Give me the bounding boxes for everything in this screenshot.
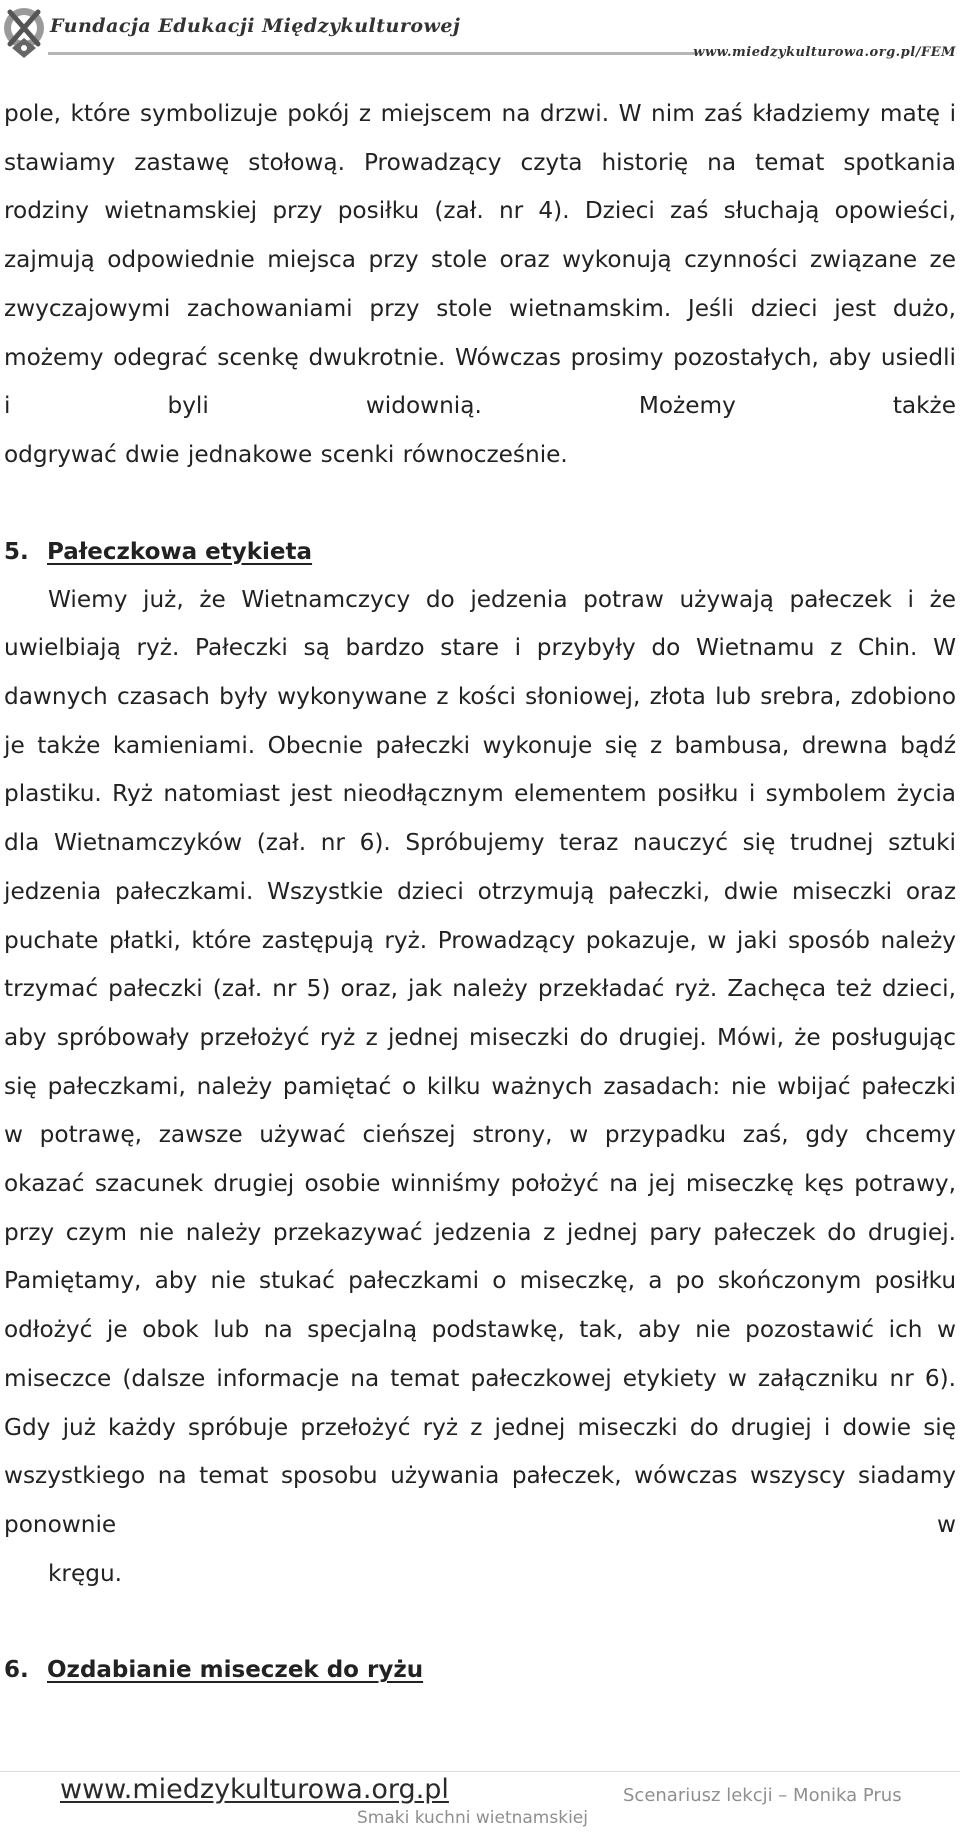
footer-url-link[interactable]: www.miedzykulturowa.org.pl [60, 1774, 449, 1805]
text-line: i że uwielbiają ryż. Pałeczki są bardzo stare i przybyły do Wietnamu z Chin. [4, 585, 957, 662]
text-line: wietnamskim. Jeśli dzieci jest dużo, możemy odegrać scenkę dwukrotnie. [4, 294, 956, 371]
text-line: W dawnych czasach były wykonywane z kości słoniowej, złota lub srebra, [4, 634, 957, 711]
text-line: zdobiono je także kamieniami. Obecnie pałeczki wykonuje się z bambusa, [4, 683, 957, 759]
text-line: oraz, jak należy przekładać ryż. Zachęca też dzieci, aby spróbowały [4, 975, 956, 1051]
text-line: miseczkę, a po skończonym posiłku odłożyć je obok lub na specjalną [4, 1267, 957, 1344]
text-line: miseczkę kęs potrawy, przy czym nie należy przekazywać jedzenia z jednej [4, 1170, 956, 1246]
text-line: temat pałeczkowej etykiety w załączniku nr 6). Gdy już każdy spróbuje [4, 1364, 956, 1441]
text-line: pole, które symbolizuje pokój z miejscem na drzwi. W nim zaś kładziemy [4, 100, 871, 127]
document-body [4, 90, 956, 1694]
text-line: pałeczkami, należy pamiętać o kilku ważnych zasadach: nie wbijać [47, 1072, 851, 1100]
text-line: drewna bądź plastiku. Ryż natomiast jest nieodłącznym elementem [4, 731, 956, 808]
text-line: pałeczki, dwie miseczki oraz puchate płatki, które zastępują ryż. [4, 877, 956, 954]
section-5-heading [4, 528, 956, 576]
text-line: Wówczas prosimy pozostałych, aby usiedli i byli widownią. Możemy także [4, 343, 957, 420]
text-line: Prowadzący pokazuje, w jaki sposób należy trzymać pałeczki (zał. nr 5) [4, 926, 956, 1003]
text-line: kręgu. [48, 1559, 123, 1587]
continuation-paragraph [4, 90, 956, 480]
text-line: spotkania rodziny wietnamskiej przy posiłku (zał. nr 4). Dzieci zaś słuchają [4, 148, 956, 225]
section-number: 5. [4, 538, 29, 565]
header-divider [48, 52, 696, 55]
section-number: 6. [4, 1657, 29, 1684]
text-line: czynności związane ze zwyczajowymi zachowaniami przy stole [4, 246, 956, 322]
text-line: przełożyć ryż z jednej miseczki do drugiej. Mówi, że posługując się [4, 1023, 957, 1100]
header-url: www.miedzykulturowa.org.pl/FEM [693, 45, 956, 60]
text-line: opowieści, zajmują odpowiednie miejsca przy stole oraz wykonują [4, 197, 956, 274]
text-line: podstawkę, tak, aby nie pozostawić ich w miseczce (dalsze informacje na [4, 1316, 957, 1392]
section-5-paragraph [4, 576, 956, 1599]
section-title: Pałeczkowa etykieta [47, 538, 313, 565]
section-title: Ozdabianie miseczek do ryżu [47, 1657, 424, 1684]
text-line: pary pałeczek do drugiej. Pamiętamy, aby nie stukać pałeczkami o [4, 1218, 957, 1295]
text-line: posiłku i symbolem życia dla Wietnamczyków (zał. nr 6). Spróbujemy teraz [4, 780, 956, 857]
foundation-logo-icon [2, 2, 52, 62]
text-line: pałeczki w potrawę, zawsze używać cieńszej strony, w przypadku zaś, gdy [4, 1072, 956, 1149]
text-line: nauczyć się trudnej sztuki jedzenia pałeczkami. Wszystkie dzieci otrzymują [4, 829, 956, 905]
text-line: sposobu używania pałeczek, wówczas wszyscy siadamy ponownie w [4, 1462, 957, 1538]
text-line: matę i stawiamy zastawę stołową. Prowadzący czyta historię na temat [4, 100, 957, 176]
footer-credit: Scenariusz lekcji – Monika Prus [623, 1785, 902, 1806]
text-line: chcemy okazać szacunek drugiej osobie winniśmy położyć na jej [4, 1121, 956, 1198]
text-line: Wiemy już, że Wietnamczycy do jedzenia potraw używają pałeczek [48, 585, 892, 613]
text-line: przełożyć ryż z jednej miseczki do drugiej i dowie się wszystkiego na temat [4, 1413, 956, 1490]
foundation-name: Fundacja Edukacji Międzykulturowej [50, 15, 461, 37]
footer-divider [0, 1771, 960, 1772]
footer-subtitle: Smaki kuchni wietnamskiej [357, 1808, 588, 1828]
section-6-heading [4, 1646, 956, 1694]
text-line: odgrywać dwie jednakowe scenki równocześnie. [4, 440, 568, 468]
page-header [0, 0, 960, 70]
